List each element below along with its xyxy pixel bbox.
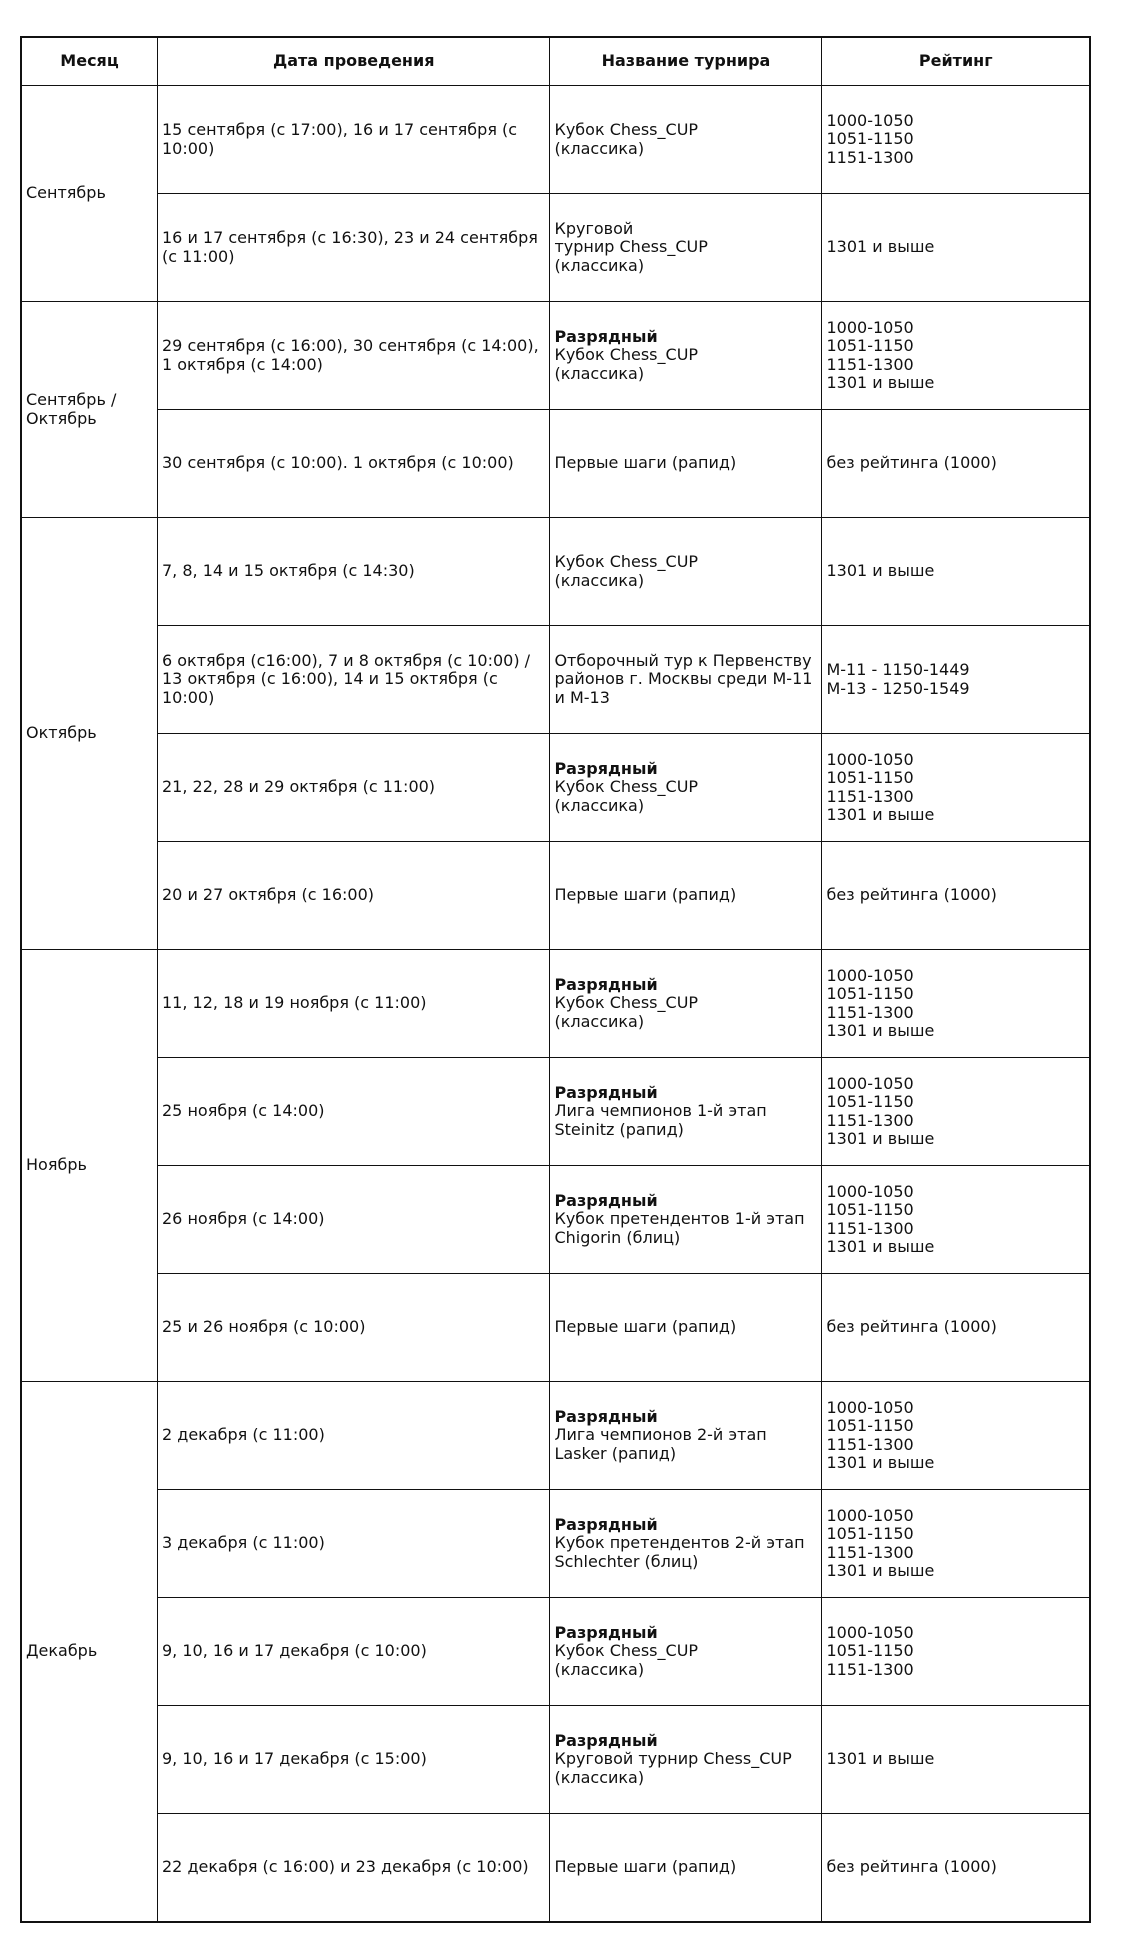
table-row (21, 842, 1090, 950)
tournament-kind-label: Разрядный (554, 975, 658, 995)
date-cell: 9, 10, 16 и 17 декабря (с 15:00) (158, 1706, 550, 1814)
date-cell: 25 и 26 ноября (с 10:00) (158, 1274, 550, 1382)
date-cell: 15 сентября (с 17:00), 16 и 17 сентября (с 10:00) (158, 86, 550, 194)
date-cell: 22 декабря (с 16:00) и 23 декабря (с 10:00) (158, 1814, 550, 1923)
table-row (21, 950, 1090, 1058)
tournament-name-cell (550, 1058, 822, 1166)
tournament-name-cell (550, 1490, 822, 1598)
month-cell: Сентябрь / Октябрь (21, 302, 158, 518)
tournament-name-cell (550, 1814, 822, 1923)
tournament-kind-label: Разрядный (554, 1191, 658, 1211)
tournament-name-text: Кубок претендентов 2-й этап Schlechter (блиц) (554, 1533, 805, 1571)
rating-cell: 1000-1050 1051-1150 1151-1300 (822, 1598, 1090, 1706)
tournament-name-cell (550, 518, 822, 626)
tournament-name-cell (550, 1274, 822, 1382)
table-row (21, 86, 1090, 194)
table-row (21, 1598, 1090, 1706)
month-cell: Октябрь (21, 518, 158, 950)
rating-cell: 1301 и выше (822, 194, 1090, 302)
rating-cell: 1000-1050 1051-1150 1151-1300 1301 и выше (822, 1490, 1090, 1598)
tournament-schedule-table (20, 36, 1091, 1923)
date-cell: 6 октября (с16:00), 7 и 8 октября (с 10:00) / 13 октября (с 16:00), 14 и 15 октября (с 10:00) (158, 626, 550, 734)
table-row (21, 302, 1090, 410)
table-row (21, 734, 1090, 842)
tournament-name-text: Кубок Chess_CUP (классика) (554, 120, 699, 158)
table-row (21, 1058, 1090, 1166)
table-header (21, 37, 1090, 86)
table-row (21, 1706, 1090, 1814)
table-row (21, 194, 1090, 302)
tournament-name-text: Кубок Chess_CUP (классика) (554, 993, 699, 1031)
table-body (21, 86, 1090, 1923)
tournament-name-text: Круговой турнир Chess_CUP (классика) (554, 219, 708, 275)
tournament-name-text: Кубок Chess_CUP (классика) (554, 552, 699, 590)
rating-cell: без рейтинга (1000) (822, 1274, 1090, 1382)
rating-cell: 1000-1050 1051-1150 1151-1300 1301 и выше (822, 734, 1090, 842)
date-cell: 11, 12, 18 и 19 ноября (с 11:00) (158, 950, 550, 1058)
rating-cell: 1000-1050 1051-1150 1151-1300 1301 и выше (822, 1058, 1090, 1166)
date-cell: 20 и 27 октября (с 16:00) (158, 842, 550, 950)
tournament-name-text: Кубок претендентов 1-й этап Chigorin (блиц) (554, 1209, 805, 1247)
date-cell: 2 декабря (с 11:00) (158, 1382, 550, 1490)
header-rating: Рейтинг (822, 37, 1090, 86)
header-month: Месяц (21, 37, 158, 86)
tournament-name-cell (550, 410, 822, 518)
tournament-kind-label: Разрядный (554, 1515, 658, 1535)
header-tournament-name: Название турнира (550, 37, 822, 86)
table-row (21, 410, 1090, 518)
rating-cell: 1000-1050 1051-1150 1151-1300 1301 и выше (822, 1382, 1090, 1490)
tournament-name-cell (550, 1706, 822, 1814)
tournament-kind-label: Разрядный (554, 1623, 658, 1643)
rating-cell: 1301 и выше (822, 1706, 1090, 1814)
tournament-name-cell (550, 842, 822, 950)
tournament-name-text: Круговой турнир Chess_CUP (классика) (554, 1749, 792, 1787)
tournament-name-cell (550, 1166, 822, 1274)
date-cell: 30 сентября (с 10:00). 1 октября (с 10:00) (158, 410, 550, 518)
month-cell: Декабрь (21, 1382, 158, 1923)
rating-cell: без рейтинга (1000) (822, 842, 1090, 950)
date-cell: 16 и 17 сентября (с 16:30), 23 и 24 сентября (с 11:00) (158, 194, 550, 302)
table-row (21, 1274, 1090, 1382)
date-cell: 25 ноября (с 14:00) (158, 1058, 550, 1166)
table-row (21, 626, 1090, 734)
tournament-kind-label: Разрядный (554, 1407, 658, 1427)
tournament-name-cell (550, 194, 822, 302)
tournament-name-text: Лига чемпионов 2-й этап Lasker (рапид) (554, 1425, 767, 1463)
tournament-name-text: Кубок Chess_CUP (классика) (554, 1641, 699, 1679)
tournament-kind-label: Разрядный (554, 1083, 658, 1103)
rating-cell: 1000-1050 1051-1150 1151-1300 1301 и выше (822, 950, 1090, 1058)
rating-cell: без рейтинга (1000) (822, 410, 1090, 518)
tournament-name-text: Первые шаги (рапид) (554, 1317, 737, 1337)
table-row (21, 1166, 1090, 1274)
tournament-name-text: Первые шаги (рапид) (554, 1857, 737, 1877)
tournament-name-cell (550, 626, 822, 734)
date-cell: 26 ноября (с 14:00) (158, 1166, 550, 1274)
tournament-name-text: Отборочный тур к Первенству районов г. Москвы среди М-11 и М-13 (554, 651, 813, 707)
table-row (21, 518, 1090, 626)
tournament-name-cell (550, 950, 822, 1058)
rating-cell: 1000-1050 1051-1150 1151-1300 (822, 86, 1090, 194)
tournament-kind-label: Разрядный (554, 759, 658, 779)
rating-cell: 1000-1050 1051-1150 1151-1300 1301 и выше (822, 1166, 1090, 1274)
tournament-name-cell (550, 1382, 822, 1490)
date-cell: 7, 8, 14 и 15 октября (с 14:30) (158, 518, 550, 626)
month-cell: Сентябрь (21, 86, 158, 302)
month-cell: Ноябрь (21, 950, 158, 1382)
tournament-name-text: Кубок Chess_CUP (классика) (554, 777, 699, 815)
header-row (21, 37, 1090, 86)
tournament-name-cell (550, 1598, 822, 1706)
rating-cell: без рейтинга (1000) (822, 1814, 1090, 1923)
tournament-name-text: Кубок Chess_CUP (классика) (554, 345, 699, 383)
rating-cell: М-11 - 1150-1449 М-13 - 1250-1549 (822, 626, 1090, 734)
tournament-name-text: Первые шаги (рапид) (554, 885, 737, 905)
tournament-name-cell (550, 734, 822, 842)
header-date: Дата проведения (158, 37, 550, 86)
tournament-kind-label: Разрядный (554, 327, 658, 347)
date-cell: 29 сентября (с 16:00), 30 сентября (с 14:00), 1 октября (с 14:00) (158, 302, 550, 410)
table-row (21, 1382, 1090, 1490)
rating-cell: 1301 и выше (822, 518, 1090, 626)
date-cell: 21, 22, 28 и 29 октября (с 11:00) (158, 734, 550, 842)
tournament-name-text: Лига чемпионов 1-й этап Steinitz (рапид) (554, 1101, 767, 1139)
tournament-kind-label: Разрядный (554, 1731, 658, 1751)
tournament-name-cell (550, 86, 822, 194)
tournament-name-cell (550, 302, 822, 410)
date-cell: 9, 10, 16 и 17 декабря (с 10:00) (158, 1598, 550, 1706)
table-row (21, 1490, 1090, 1598)
table-row (21, 1814, 1090, 1923)
tournament-name-text: Первые шаги (рапид) (554, 453, 737, 473)
rating-cell: 1000-1050 1051-1150 1151-1300 1301 и выше (822, 302, 1090, 410)
date-cell: 3 декабря (с 11:00) (158, 1490, 550, 1598)
